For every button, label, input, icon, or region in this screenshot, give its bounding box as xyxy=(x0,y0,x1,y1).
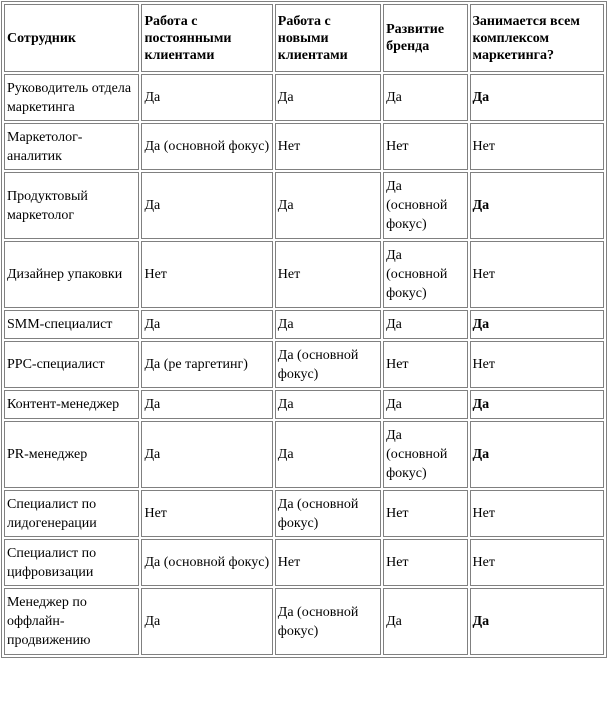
table-row xyxy=(4,172,604,239)
cell-existing-clients: Нет xyxy=(141,241,272,308)
table-header-row xyxy=(4,4,604,72)
header-brand-development: Развитие бренда xyxy=(383,4,467,72)
cell-employee: SMM-специалист xyxy=(4,310,139,339)
cell-existing-clients: Да (основной фокус) xyxy=(141,123,272,170)
cell-brand-development: Да (основной фокус) xyxy=(383,172,467,239)
cell-existing-clients: Нет xyxy=(141,490,272,537)
cell-brand-development: Нет xyxy=(383,539,467,586)
cell-existing-clients: Да xyxy=(141,310,272,339)
cell-brand-development: Да xyxy=(383,588,467,655)
marketing-roles-table xyxy=(1,1,607,658)
cell-employee: Дизайнер упаковки xyxy=(4,241,139,308)
cell-existing-clients: Да xyxy=(141,172,272,239)
cell-new-clients: Да xyxy=(275,74,381,121)
cell-new-clients: Нет xyxy=(275,241,381,308)
table-row xyxy=(4,390,604,419)
cell-full-marketing: Да xyxy=(470,172,604,239)
cell-full-marketing: Да xyxy=(470,74,604,121)
cell-full-marketing: Да xyxy=(470,588,604,655)
cell-new-clients: Да xyxy=(275,421,381,488)
header-employee: Сотрудник xyxy=(4,4,139,72)
cell-full-marketing: Нет xyxy=(470,490,604,537)
cell-existing-clients: Да (основной фокус) xyxy=(141,539,272,586)
cell-brand-development: Да (основной фокус) xyxy=(383,241,467,308)
cell-employee: PR-менеджер xyxy=(4,421,139,488)
cell-brand-development: Нет xyxy=(383,341,467,388)
cell-new-clients: Да xyxy=(275,172,381,239)
cell-employee: Специалист по лидогенерации xyxy=(4,490,139,537)
cell-existing-clients: Да xyxy=(141,390,272,419)
cell-employee: Специалист по цифровизации xyxy=(4,539,139,586)
cell-employee: Менеджер по оффлайн-продвижению xyxy=(4,588,139,655)
cell-full-marketing: Нет xyxy=(470,241,604,308)
table-row xyxy=(4,74,604,121)
table-row xyxy=(4,421,604,488)
cell-full-marketing: Да xyxy=(470,421,604,488)
cell-employee: Продуктовый маркетолог xyxy=(4,172,139,239)
table-row xyxy=(4,241,604,308)
cell-brand-development: Да xyxy=(383,390,467,419)
table-container xyxy=(1,1,607,658)
cell-new-clients: Да xyxy=(275,390,381,419)
cell-brand-development: Да xyxy=(383,74,467,121)
header-new-clients: Работа с новыми клиентами xyxy=(275,4,381,72)
cell-full-marketing: Нет xyxy=(470,539,604,586)
cell-brand-development: Да xyxy=(383,310,467,339)
cell-full-marketing: Нет xyxy=(470,123,604,170)
cell-new-clients: Да (основной фокус) xyxy=(275,588,381,655)
table-row xyxy=(4,490,604,537)
table-row xyxy=(4,341,604,388)
table-row xyxy=(4,310,604,339)
table-row xyxy=(4,539,604,586)
cell-employee: Маркетолог-аналитик xyxy=(4,123,139,170)
cell-existing-clients: Да (ре таргетинг) xyxy=(141,341,272,388)
cell-employee: PPC-специалист xyxy=(4,341,139,388)
cell-existing-clients: Да xyxy=(141,421,272,488)
cell-new-clients: Нет xyxy=(275,539,381,586)
cell-full-marketing: Да xyxy=(470,390,604,419)
cell-brand-development: Да (основной фокус) xyxy=(383,421,467,488)
cell-employee: Контент-менеджер xyxy=(4,390,139,419)
cell-employee: Руководитель отдела маркетинга xyxy=(4,74,139,121)
cell-new-clients: Да (основной фокус) xyxy=(275,341,381,388)
table-row xyxy=(4,588,604,655)
cell-existing-clients: Да xyxy=(141,74,272,121)
header-full-marketing: Занимается всем комплексом маркетинга? xyxy=(470,4,604,72)
cell-existing-clients: Да xyxy=(141,588,272,655)
cell-new-clients: Да xyxy=(275,310,381,339)
cell-new-clients: Да (основной фокус) xyxy=(275,490,381,537)
cell-full-marketing: Да xyxy=(470,310,604,339)
cell-new-clients: Нет xyxy=(275,123,381,170)
header-existing-clients: Работа с постоянными клиентами xyxy=(141,4,272,72)
table-row xyxy=(4,123,604,170)
cell-brand-development: Нет xyxy=(383,123,467,170)
cell-brand-development: Нет xyxy=(383,490,467,537)
cell-full-marketing: Нет xyxy=(470,341,604,388)
